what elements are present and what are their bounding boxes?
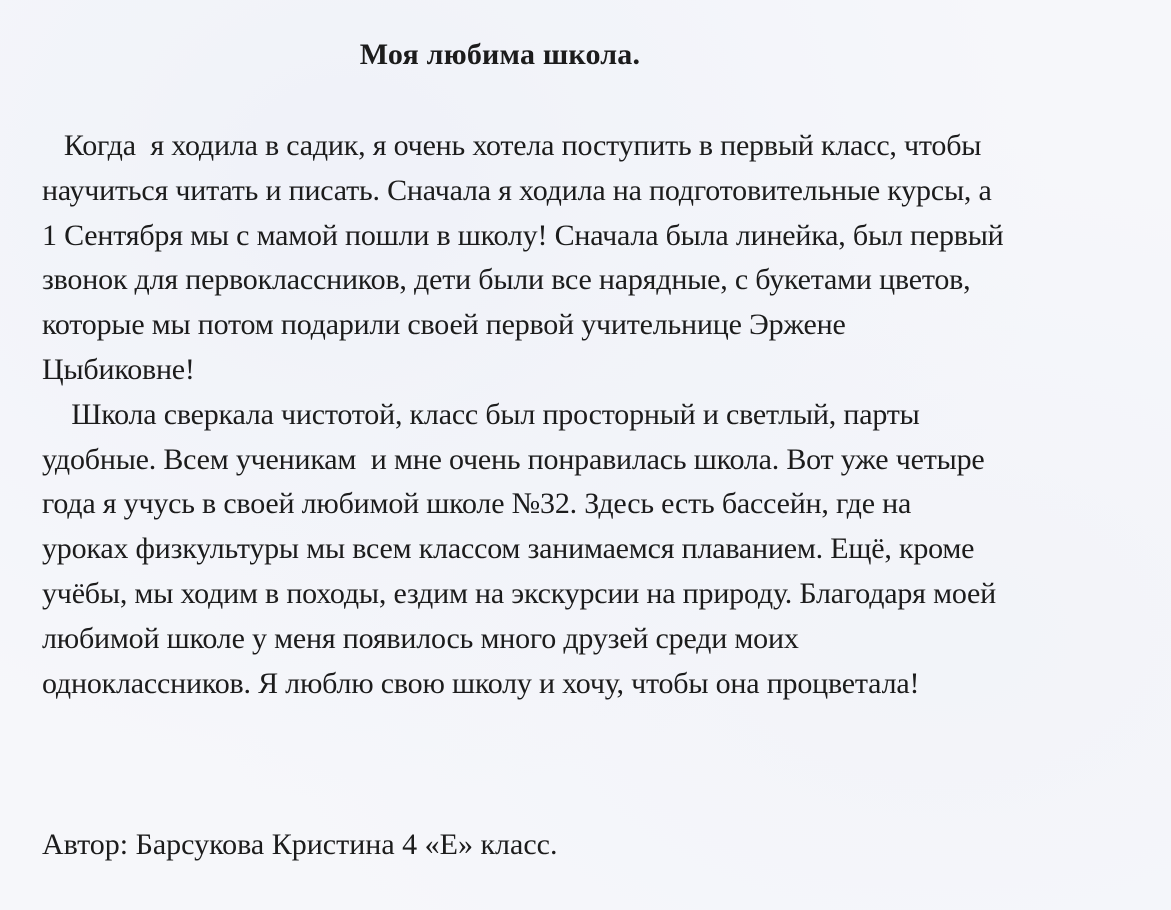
document-title: Моя любима школа. xyxy=(359,38,641,71)
essay-line: Когда я ходила в садик, я очень хотела поступить в первый класс, чтобы xyxy=(42,129,982,162)
essay-line: Школа сверкала чистотой, класс был просторный и светлый, парты xyxy=(42,397,920,431)
essay-body xyxy=(42,124,1137,706)
essay-line: уроках физкультуры мы всем классом занимаемся плаванием. Ещё, кроме xyxy=(42,532,975,566)
essay-line: Цыбиковне! xyxy=(42,352,195,386)
essay-line: удобные. Всем ученикам и мне очень понравилась школа. Вот уже четыре xyxy=(42,442,985,476)
essay-line: которые мы потом подарили своей первой учительнице Эржене xyxy=(42,308,846,342)
essay-line: любимой школе у меня появилось много друзей среди моих xyxy=(42,621,799,655)
essay-line: учёбы, мы ходим в походы, ездим на экскурсии на природу. Благодаря моей xyxy=(42,576,996,610)
essay-line: 1 Сентября мы с мамой пошли в школу! Сначала была линейка, был первый xyxy=(42,218,1004,252)
essay-line: звонок для первоклассников, дети были все нарядные, с букетами цветов, xyxy=(42,263,971,297)
essay-line: научиться читать и писать. Сначала я ходила на подготовительные курсы, а xyxy=(42,173,992,207)
essay-line: года я учусь в своей любимой школе №32. Здесь есть бассейн, где на xyxy=(42,487,912,521)
author-signature-line: Автор: Барсукова Кристина 4 «Е» класс. xyxy=(42,828,558,861)
essay-line: одноклассников. Я люблю свою школу и хочу, чтобы она процветала! xyxy=(42,666,920,700)
